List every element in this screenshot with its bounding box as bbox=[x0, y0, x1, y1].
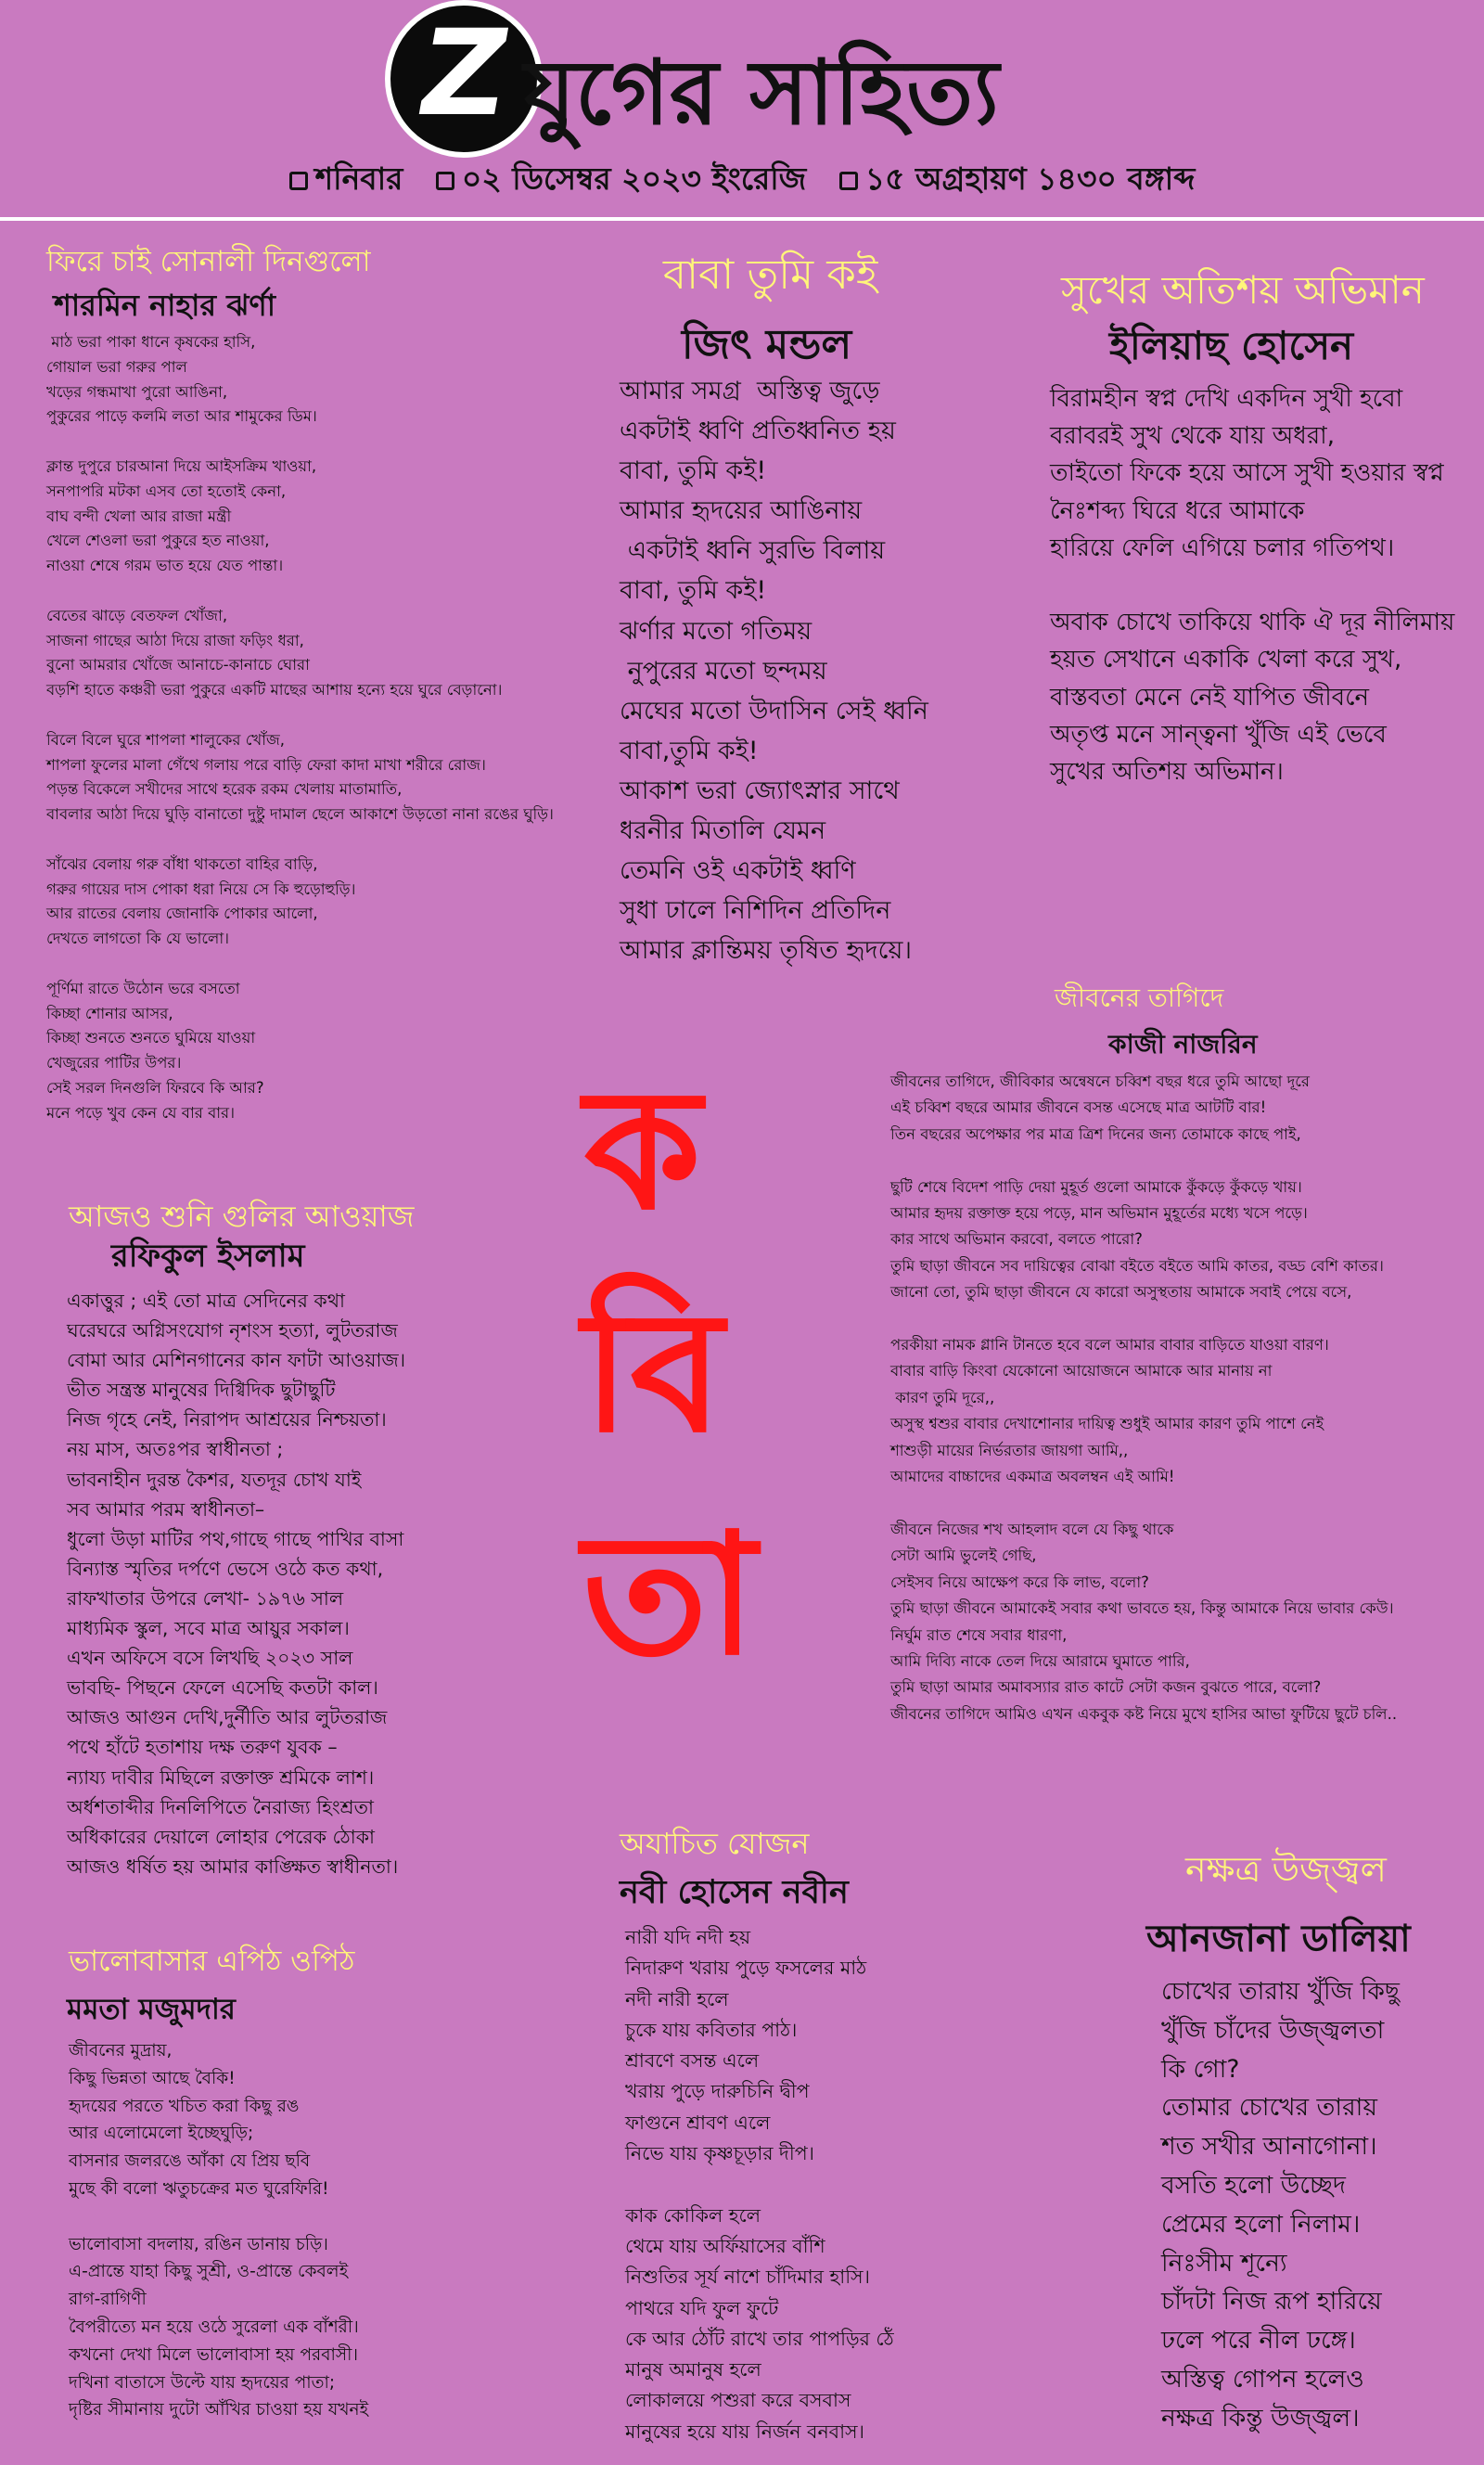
masthead-title: যুগের সাহিত্য bbox=[524, 41, 1000, 145]
poem-author: কাজী নাজরিন bbox=[1108, 1029, 1258, 1059]
poem-title: ফিরে চাই সোনালী দিনগুলো bbox=[46, 245, 371, 278]
poem-title: সুখের অতিশয় অভিমান bbox=[1061, 267, 1425, 313]
poem-title: বাবা তুমি কই bbox=[663, 250, 878, 299]
kobita-letter: বি bbox=[582, 1276, 723, 1470]
checkbox-icon bbox=[839, 172, 858, 190]
poem-title: ভালোবাসার এপিঠ ওপিঠ bbox=[69, 1945, 355, 1978]
poem-author: ইলিয়াছ হোসেন bbox=[1109, 323, 1354, 368]
poem-body: মাঠ ভরা পাকা ধানে কৃষকের হাসি, গোয়াল ভরা গরুর পাল খড়ের গন্ধমাখা পুরো আঙিনা, পুকুরের পাড়ে কলমি লতা আর শামুকের ডিম। ক্লান্ত দুপুরে চারআনা দিয়ে আইসক্রিম খাওয়া, সনপাপরি মটকা এসব তো হতোই কেনা, বাঘ বন্দী খেলা আর রাজা মন্ত্রী খেলে শেওলা ভরা পুকুরে হত নাওয়া, নাওয়া শেষে গরম ভাত হয়ে যেত পান্তা। বেতের ঝাড়ে বেতফল খোঁজা, সাজনা গাছের আঠা দিয়ে রাজা ফড়িং ধরা, বুনো আমরার খোঁজে আনাচে-কানাচে ঘোরা বড়শি হাতে কঞ্চরী ভরা পুকুরে একটি মাছের আশায় হন্যে হয়ে ঘুরে বেড়ানো। বিলে বিলে ঘুরে শাপলা শালুকের খোঁজ, শাপলা ফুলের মালা গেঁথে গলায় পরে বাড়ি ফেরা কাদা মাখা শরীরে রোজ। পড়ন্ত বিকেলে সখীদের সাথে হরেক রকম খেলায় মাতামাতি, বাবলার আঠা দিয়ে ঘুড়ি বানাতো দুষ্টু দামাল ছেলে আকাশে উড়তো নানা রঙের ঘুড়ি। সাঁঝের বেলায় গরু বাঁধা থাকতো বাহির বাড়ি, গরুর গায়ের দাস পোকা ধরা নিয়ে সে কি হুড়োহুড়ি। আর রাতের বেলায় জোনাকি পোকার আলো, দেখতে লাগতো কি যে ভালো। পূর্ণিমা রাতে উঠোন ভরে বসতো কিচ্ছা শোনার আসর, কিচ্ছা শুনতে শুনতে ঘুমিয়ে যাওয়া খেজুরের পাটির উপর। সেই সরল দিনগুলি ফিরবে কি আর? মনে পড়ে খুব কেন যে বার বার। bbox=[46, 333, 554, 1122]
poem-title: জীবনের তাগিদে bbox=[1055, 982, 1224, 1013]
poem-author: শারমিন নাহার ঝর্ণা bbox=[54, 288, 276, 323]
poem-title: নক্ষত্র উজ্জ্বল bbox=[1185, 1849, 1387, 1890]
kobita-letter: তা bbox=[582, 1498, 757, 1692]
date-bangla bbox=[839, 160, 1196, 197]
poem-title: আজও শুনি গুলির আওয়াজ bbox=[69, 1199, 415, 1234]
english-date-label: ০২ ডিসেম্বর ২০২৩ ইংরেজি bbox=[461, 160, 807, 197]
date-english bbox=[436, 160, 806, 197]
poem-body: আমার সমগ্র অস্তিত্ব জুড়ে একটাই ধ্বণি প্রতিধ্বনিত হয় বাবা, তুমি কই! আমার হৃদয়ের আঙিনায় একটাই ধ্বনি সুরভি বিলায় বাবা, তুমি কই! ঝর্ণার মতো গতিময় নুপুরের মতো ছন্দময় মেঘের মতো উদাসিন সেই ধ্বনি বাবা,তুমি কই! আকাশ ভরা জ্যোৎস্নার সাথে ধরনীর মিতালি যেমন তেমনি ওই একটাই ধ্বণি সুধা ঢালে নিশিদিন প্রতিদিন আমার ক্লান্তিময় তৃষিত হৃদয়ে। bbox=[620, 377, 928, 966]
date-day bbox=[289, 160, 403, 197]
poem-author: আনজানা ডালিয়া bbox=[1146, 1918, 1411, 1960]
poem-body: জীবনের মুদ্রায়, কিছু ভিন্নতা আছে বৈকি! হৃদয়ের পরতে খচিত করা কিছু রঙ আর এলোমেলো ইচ্ছেঘুড়ি; বাসনার জলরঙে আঁকা যে প্রিয় ছবি মুছে কী বলো ঋতুচক্রের মত ঘুরেফিরি! ভালোবাসা বদলায়, রঙিন ডানায় চড়ি। এ-প্রান্তে যাহা কিছু সুশ্রী, ও-প্রান্তে কেবলই রাগ-রাগিণী বৈপরীত্যে মন হয়ে ওঠে সুরেলা এক বাঁশরী। কখনো দেখা মিলে ভালোবাসা হয় পরবাসী। দখিনা বাতাসে উল্টে যায় হৃদয়ের পাতা; দৃষ্টির সীমানায় দুটো আঁখির চাওয়া হয় যখনই bbox=[69, 2041, 369, 2420]
poem-title: অযাচিত যোজন bbox=[620, 1826, 810, 1861]
poem-author: নবী হোসেন নবীন bbox=[620, 1874, 849, 1911]
poem-body: চোখের তারায় খুঁজি কিছু খুঁজি চাঁদের উজ্জ্বলতা কি গো? তোমার চোখের তারায় শত সখীর আনাগোনা। বসতি হলো উচ্ছেদ প্রেমের হলো নিলাম। নিঃসীম শূন্যে চাঁদটা নিজ রূপ হারিয়ে ঢলে পরে নীল ঢঙ্গে। অস্তিত্ব গোপন হলেও নক্ষত্র কিন্তু উজ্জ্বল। bbox=[1161, 1977, 1400, 2433]
poem-body: জীবনের তাগিদে, জীবিকার অন্বেষনে চব্বিশ বছর ধরে তুমি আছো দূরে এই চব্বিশ বছরে আমার জীবনে বসন্ত এসেছে মাত্র আটটি বার! তিন বছরের অপেক্ষার পর মাত্র ত্রিশ দিনের জন্য তোমাকে কাছে পাই, ছুটি শেষে বিদেশ পাড়ি দেয়া মুহূর্ত গুলো আমাকে কুঁকড়ে কুঁকড়ে খায়। আমার হৃদয় রক্তাক্ত হয়ে পড়ে, মান অভিমান মুহূর্তের মধ্যে খসে পড়ে। কার সাথে অভিমান করবো, বলতে পারো? তুমি ছাড়া জীবনে সব দায়িত্বের বোঝা বইতে বইতে আমি কাতর, বড্ড বেশি কাতর। জানো তো, তুমি ছাড়া জীবনে যে কারো অসুস্থতায় আমাকে সবাই পেয়ে বসে, পরকীয়া নামক গ্লানি টানতে হবে বলে আমার বাবার বাড়িতে যাওয়া বারণ। বাবার বাড়ি কিংবা যেকোনো আয়োজনে আমাকে আর মানায় না কারণ তুমি দূরে,, অসুস্থ শ্বশুর বাবার দেখাশোনার দায়িত্ব শুধুই আমার কারণ তুমি পাশে নেই শাশুড়ী মায়ের নির্ভরতার জায়গা আমি,, আমাদের বাচ্চাদের একমাত্র অবলম্বন এই আমি! জীবনে নিজের শখ আহলাদ বলে যে কিছু থাকে সেটা আমি ভুলেই গেছি, সেইসব নিয়ে আক্ষেপ করে কি লাভ, বলো? তুমি ছাড়া জীবনে আমাকেই সবার কথা ভাবতে হয়, কিন্তু আমাকে নিয়ে ভাবার কেউ। নির্ঘুম রাত শেষে সবার ধারণা, আমি দিব্যি নাকে তেল দিয়ে আরামে ঘুমাতে পারি, তুমি ছাড়া আমার অমাবস্যার রাত কাটে সেটা কজন বুঝতে পারে, বলো? জীবনের তাগিদে আমিও এখন একবুক কষ্ট নিয়ে মুখে হাসির আভা ফুটিয়ে ছুটে চলি.. bbox=[890, 1072, 1398, 1723]
poem-body: বিরামহীন স্বপ্ন দেখি একদিন সুখী হবো বরাবরই সুখ থেকে যায় অধরা, তাইতো ফিকে হয়ে আসে সুখী হওয়ার স্বপ্ন নৈঃশব্দ্য ঘিরে ধরে আমাকে হারিয়ে ফেলি এগিয়ে চলার গতিপথ। অবাক চোখে তাকিয়ে থাকি ঐ দূর নীলিমায় হয়ত সেখানে একাকি খেলা করে সুখ, বাস্তবতা মেনে নেই যাপিত জীবনে অতৃপ্ত মনে সান্ত্বনা খুঁজি এই ভেবে সুখের অতিশয় অভিমান। bbox=[1050, 385, 1455, 787]
date-line bbox=[0, 156, 1484, 202]
checkbox-icon bbox=[436, 172, 454, 190]
day-label: শনিবার bbox=[314, 160, 403, 197]
poem-author: মমতা মজুমদার bbox=[67, 1993, 236, 2026]
kobita-letter: ক bbox=[584, 1053, 701, 1247]
bangla-date-label: ১৫ অগ্রহায়ণ ১৪৩০ বঙ্গাব্দ bbox=[864, 160, 1196, 197]
poem-body: নারী যদি নদী হয় নিদারুণ খরায় পুড়ে ফসলের মাঠ নদী নারী হলে চুকে যায় কবিতার পাঠ। শ্রাবণে বসন্ত এলে খরায় পুড়ে দারুচিনি দ্বীপ ফাগুনে শ্রাবণ এলে নিভে যায় কৃষ্ণচূড়ার দীপ। কাক কোকিল হলে থেমে যায় অর্ফিয়াসের বাঁশি নিশুতির সূর্য নাশে চাঁদিমার হাসি। পাথরে যদি ফুল ফুটে কে আর ঠোঁট রাখে তার পাপড়ির ঠেঁ মানুষ অমানুষ হলে লোকালয়ে পশুরা করে বসবাস মানুষের হয়ে যায় নির্জন বনবাস। bbox=[625, 1926, 894, 2443]
logo-letter: Z bbox=[408, 5, 519, 143]
poem-body: একাত্তুর ; এই তো মাত্র সেদিনের কথা ঘরেঘরে অগ্নিসংযোগ নৃশংস হত্যা, লুটতরাজ বোমা আর মেশিনগানের কান ফাটা আওয়াজ। ভীত সন্ত্রস্ত মানুষের দিগ্বিদিক ছুটাছুটি নিজ গৃহে নেই, নিরাপদ আশ্রয়ের নিশ্চয়তা। নয় মাস, অতঃপর স্বাধীনতা ; ভাবনাহীন দুরন্ত কৈশর, যতদূর চোখ যাই সব আমার পরম স্বাধীনতা– ধুলো উড়া মাটির পথ,গাছে গাছে পাখির বাসা বিন্যাস্ত স্মৃতির দর্পণে ভেসে ওঠে কত কথা, রাফখাতার উপরে লেখা- ১৯৭৬ সাল মাধ্যমিক স্কুল, সবে মাত্র আয়ুর সকাল। এখন অফিসে বসে লিখছি ২০২৩ সাল ভাবছি- পিছনে ফেলে এসেছি কতটা কাল। আজও আগুন দেখি,দুর্নীতি আর লুটতরাজ পথে হাঁটে হতাশায় দক্ষ তরুণ যুবক – ন্যায্য দাবীর মিছিলে রক্তাক্ত শ্রমিকে লাশ। অর্ধশতাব্দীর দিনলিপিতে নৈরাজ্য হিংশ্রতা অধিকারের দেয়ালে লোহার পেরেক ঠোকা আজও ধর্ষিত হয় আমার কাঙ্ক্ষিত স্বাধীনতা। bbox=[67, 1290, 406, 1878]
masthead-divider bbox=[0, 217, 1484, 221]
checkbox-icon bbox=[289, 172, 308, 190]
poem-author: রফিকুল ইসলাম bbox=[111, 1238, 305, 1275]
poem-author: জিৎ মন্ডল bbox=[682, 321, 852, 368]
